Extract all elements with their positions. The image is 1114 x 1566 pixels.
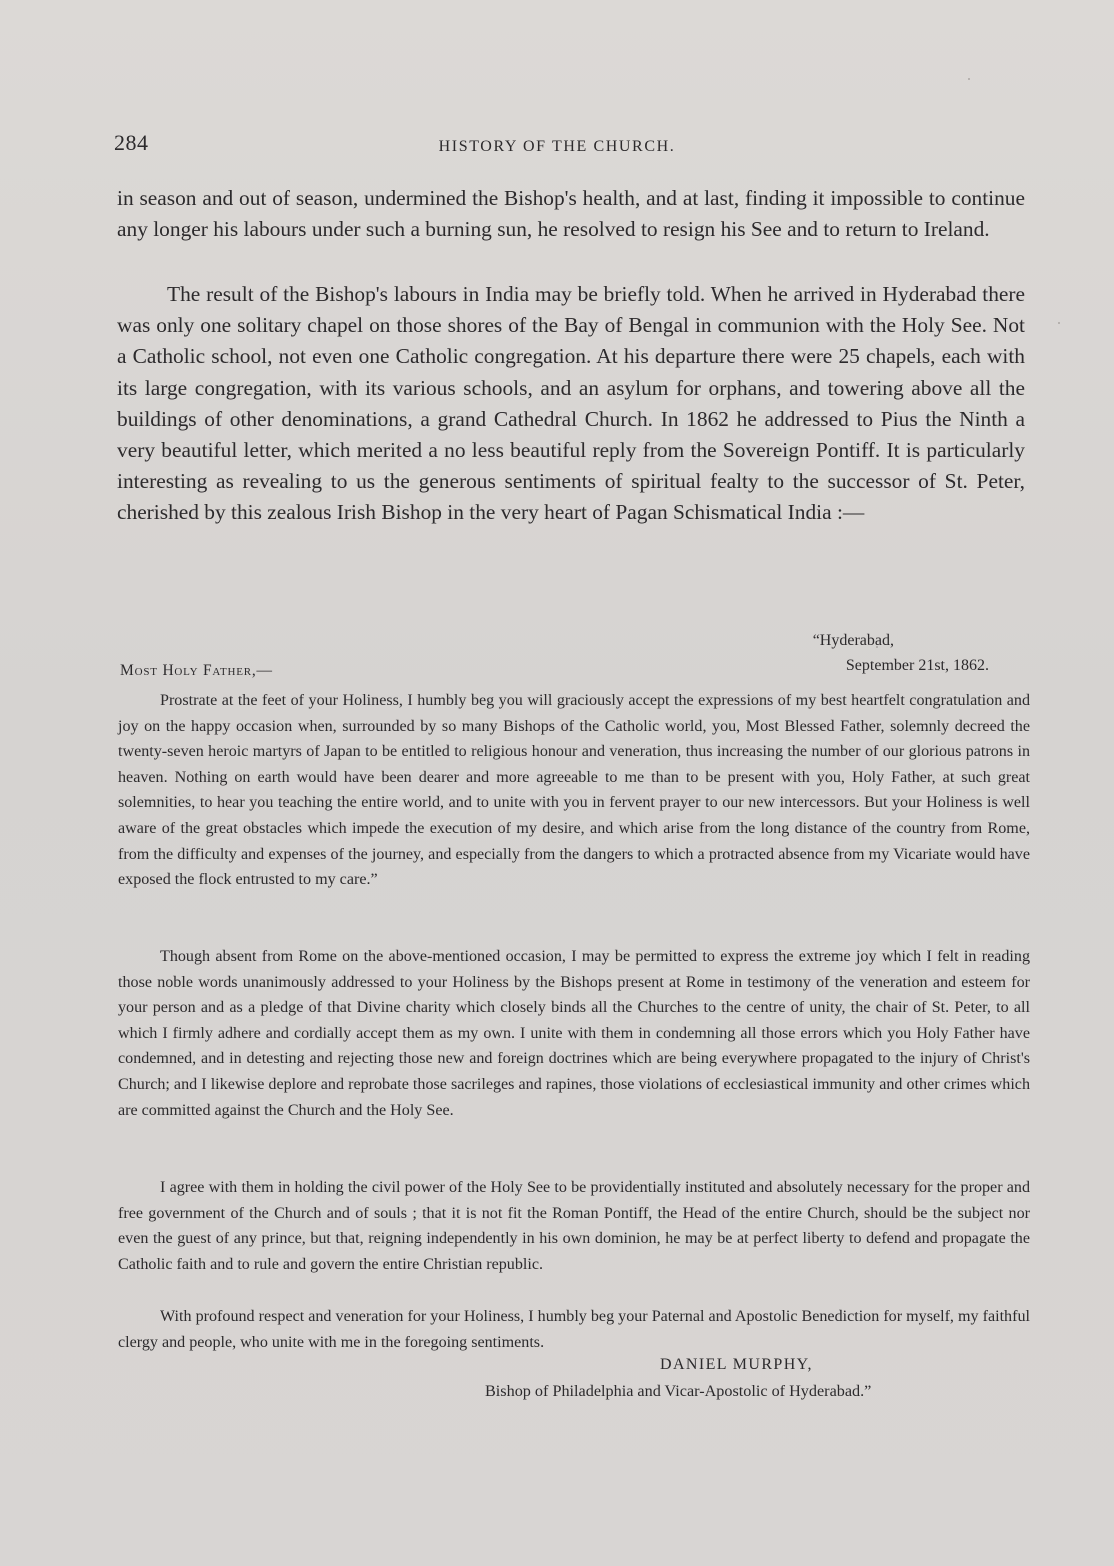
signature-name: DANIEL MURPHY, — [660, 1356, 813, 1373]
letter-paragraph-text: Though absent from Rome on the above-mentioned occasion, I may be permitted to express the extreme joy which I felt in reading those noble words unanimously addressed to your Holiness by the Bishops present at Rome in testimony of the veneration and esteem for your person and as a pledge of that Divine charity which closely binds all the Churches to the centre of unity, the chair of St. Peter, to all which I firmly adhere and cordially accept them as my own. I unite with them in condemning all those errors which you Holy Father have condemned, and in detesting and rejecting those new and foreign doctrines which are being everywhere propagated to the injury of Christ's Church; and I likewise deplore and reprobate those sacrileges and rapines, those violations of ecclesiastical immunity and other crimes which are committed against the Church and the Holy See. — [118, 948, 1030, 1119]
narrative-paragraph — [117, 279, 1025, 529]
paper-speck — [968, 78, 970, 80]
signature-title: Bishop of Philadelphia and Vicar-Apostolic of Hyderabad.” — [485, 1382, 872, 1400]
paragraph-text: in season and out of season, undermined the Bishop's health, and at last, finding it impossible to continue any longer his labours under such a burning sun, he resolved to resign his See and to return to Ireland. — [117, 186, 1025, 242]
running-title: HISTORY OF THE CHURCH. — [438, 138, 676, 155]
page-number: 284 — [114, 130, 149, 155]
letter-paragraph-text: I agree with them in holding the civil power of the Holy See to be providentially instituted and absolutely necessary for the proper and free government of the Church and of souls ; that it is not fit the Roman Pontiff, the Head of the entire Church, should be the subject nor even the guest of any prince, but that, reigning independently in his own dominion, he may be at perfect liberty to defend and propagate the Catholic faith and to rule and govern the entire Christian republic. — [118, 1179, 1030, 1273]
paper-speck — [1058, 322, 1060, 324]
letter-dateline — [689, 628, 989, 678]
letter-paragraph — [118, 1304, 1030, 1355]
letter-paragraph-text: With profound respect and veneration for your Holiness, I humbly beg your Paternal and Apostolic Benediction for myself, my faithful clergy and people, who unite with me in the foregoing sentiments. — [118, 1308, 1030, 1351]
letter-paragraph — [118, 1175, 1030, 1277]
letter-paragraph — [118, 688, 1030, 893]
narrative-paragraph — [117, 183, 1025, 245]
paragraph-text: The result of the Bishop's labours in India may be briefly told. When he arrived in Hyderabad there was only one solitary chapel on those shores of the Bay of Bengal in communion with the Holy See. Not a Catholic school, not even one Catholic congregation. At his departure there were 25 chapels, each with its large congregation, with its various schools, and an asylum for orphans, and towering above all the buildings of other denominations, a grand Cathedral Church. In 1862 he addressed to Pius the Ninth a very beautiful letter, which merited a no less beautiful reply from the Sovereign Pontiff. It is particularly interesting as revealing to us the generous sentiments of spiritual fealty to the successor of St. Peter, cherished by this zealous Irish Bishop in the very heart of Pagan Schismatical India :— — [117, 282, 1025, 525]
letter-paragraph-text: Prostrate at the feet of your Holiness, I humbly beg you will graciously accept the expressions of my best heartfelt congratulation and joy on the happy occasion when, surrounded by so many Bishops of the Catholic world, you, Most Blessed Father, solemnly decreed the twenty-seven heroic martyrs of Japan to be entitled to religious honour and veneration, thus increasing the number of our glorious patrons in heaven. Nothing on earth would have been dearer and more agreeable to me than to be present with you, Holy Father, at such great solemnities, to hear you teaching the entire world, and to unite with you in fervent prayer to our new intercessors. But your Holiness is well aware of the great obstacles which impede the execution of my desire, and which arise from the long distance of the country from Rome, from the difficulty and expenses of the journey, and especially from the dangers to which a protracted absence from my Vicariate would have exposed the flock entrusted to my care.” — [118, 692, 1030, 889]
letter-date: September 21st, 1862. — [845, 657, 989, 674]
letter-paragraph — [118, 944, 1030, 1123]
letter-salutation: Most Holy Father,— — [120, 662, 273, 679]
letter-place: “Hyderabad, — [812, 632, 894, 649]
